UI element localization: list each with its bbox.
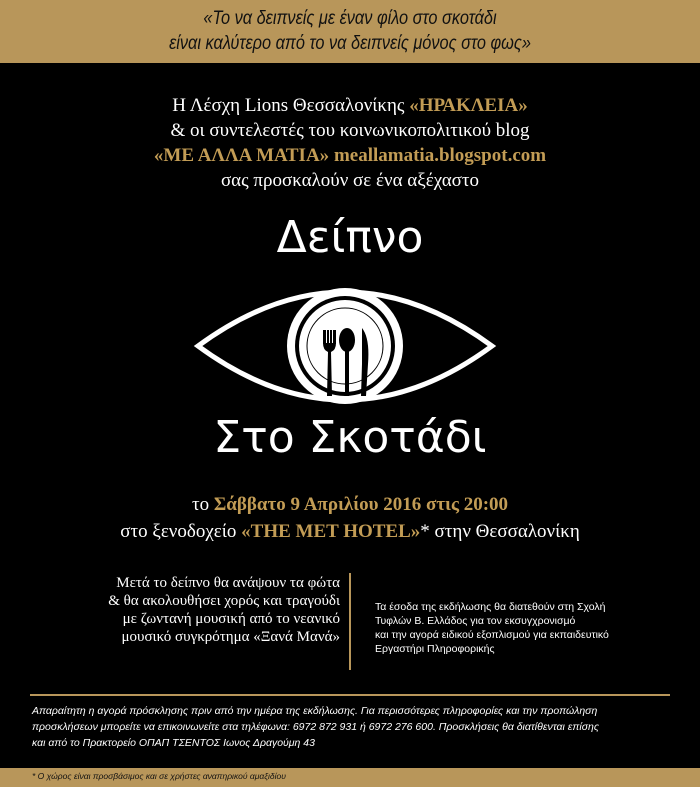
text-line: και από το Πρακτορείο ΟΠΑΠ ΤΣΕΝΤΟΣ Ιωνος Δραγούμη 43 — [32, 737, 315, 749]
quote-line: «Το να δειπνείς με έναν φίλο στο σκοτάδι — [203, 8, 497, 29]
text-line: προσκλήσεων μπορείτε να επικοινωνείτε στα τηλέφωνα: 6972 872 931 ή 6972 276 600. Προσκλήσεις θα διατίθενται επίσης — [32, 721, 599, 733]
venue-suffix: * στην Θεσσαλονίκη — [420, 521, 580, 542]
text-line: μουσικό συγκρότημα «Ξανά Μανά» — [121, 629, 340, 645]
blog-url: meallamatia.blogspot.com — [329, 145, 547, 166]
footnote: * Ο χώρος είναι προσβάσιμος και σε χρήστες αναπηρικού αμαξιδίου — [0, 768, 700, 787]
intro-text — [0, 93, 700, 193]
text-line: Μετά το δείπνο θα ανάψουν τα φώτα — [116, 575, 340, 591]
event-date: Σάββατο 9 Απριλίου 2016 στις 20:00 — [213, 494, 509, 515]
proceeds-text — [375, 600, 675, 656]
text-line: Τα έσοδα της εκδήλωσης θα διατεθούν στη Σχολή — [375, 601, 606, 613]
intro-text-line: σας προσκαλούν σε ένα αξέχαστο — [220, 170, 480, 191]
quote-banner — [0, 0, 700, 63]
intro-text-line: & οι συντελεστές του κοινωνικοπολιτικού blog — [170, 120, 530, 141]
title-bottom: Στο Σκοτάδι — [213, 412, 487, 463]
text-line: Εργαστήρι Πληροφορικής — [375, 643, 495, 655]
text-line: και την αγορά ειδικού εξοπλισμού για εκπαιδευτικό — [375, 629, 609, 641]
club-name: «ΗΡΑΚΛΕΙΑ» — [409, 95, 528, 116]
divider — [349, 573, 351, 670]
text-line: με ζωντανή μουσική από το νεανικό — [122, 611, 340, 627]
entertainment-text — [40, 574, 340, 646]
eye-plate-logo-icon — [190, 268, 500, 428]
ticket-info — [32, 703, 682, 751]
intro-text-line: Η Λέσχη Lions Θεσσαλονίκης — [172, 95, 410, 116]
text-line: Απαραίτητη η αγορά πρόσκλησης πριν από την ημέρα της εκδήλωσης. Για περισσότερες πληροφορίες και την προπώληση — [32, 705, 598, 717]
event-details — [0, 491, 700, 545]
text-line: Τυφλών Β. Ελλάδος για τον εκσυγχρονισμό — [375, 615, 576, 627]
title-top: Δείπνο — [276, 212, 424, 263]
blog-name: «ΜΕ ΑΛΛΑ ΜΑΤΙΑ» — [153, 145, 330, 166]
date-prefix: το — [191, 494, 214, 515]
venue-prefix: στο ξενοδοχείο — [120, 521, 242, 542]
divider — [30, 694, 670, 696]
venue-name: «THE MET HOTEL» — [241, 521, 421, 542]
quote-line: είναι καλύτερο από το να δειπνείς μόνος στο φως» — [169, 33, 531, 54]
text-line: & θα ακολουθήσει χορός και τραγούδι — [108, 593, 340, 609]
